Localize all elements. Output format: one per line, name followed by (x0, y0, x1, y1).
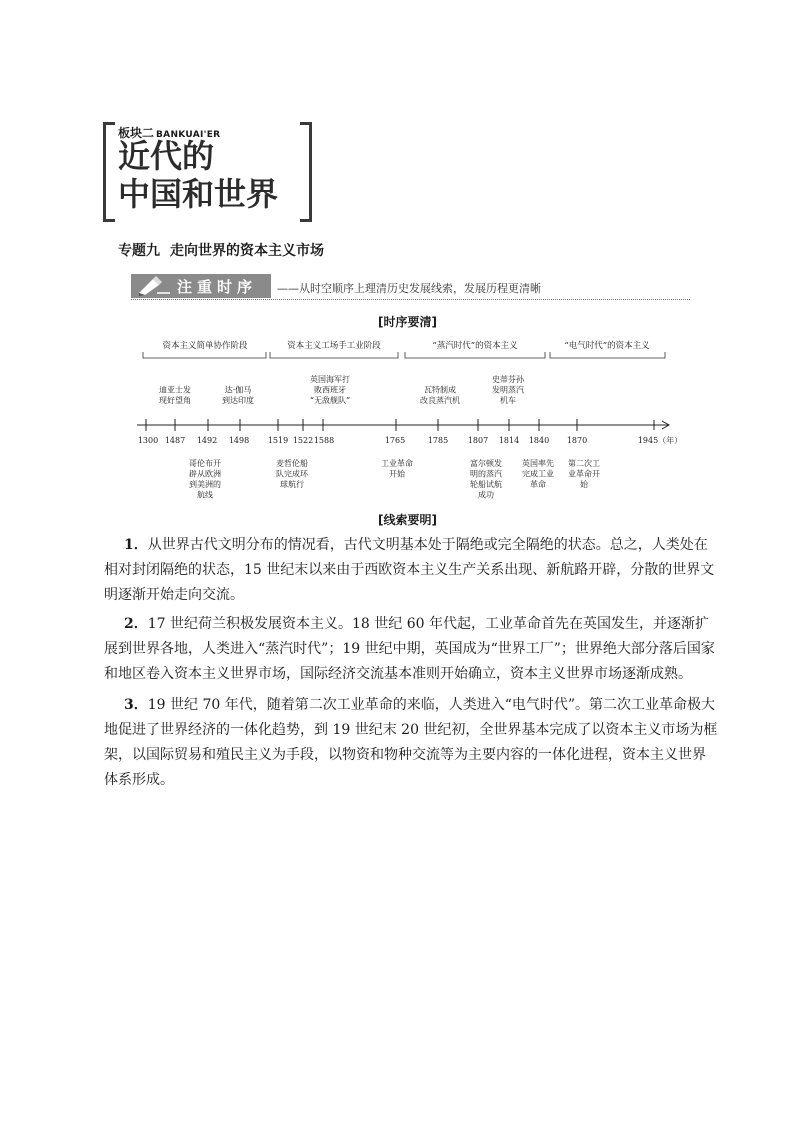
year-label: 1487 (164, 436, 186, 445)
year-label: 1870 (566, 436, 588, 445)
paragraph-3-text: 19 世纪 70 年代，随着第二次工业革命的来临，人类进入“电气时代”。第二次工业革命极大地促进了世界经济的一体化趋势，到 19 世纪末 20 世纪初，全世界基本完成了以资本主义市场为框架，以国际贸易和殖民主义为手段，以物资和物种交流等为主要内容的一体化进程，资本主义世界体系形成。 (104, 697, 718, 788)
event-below-line: 开始 (389, 469, 405, 479)
event-above-line: 英国海军打 (310, 375, 350, 384)
paragraph-1-text: 从世界古代文明分布的情况看，古代文明基本处于隔绝或完全隔绝的状态。总之，人类处在相对封闭隔绝的状态，15 世纪末以来由于西欧资本主义生产关系出现、新航路开辟，分散的世界文明逐渐开始走向交流。 (104, 537, 715, 603)
event-below-line: 工业革命 (381, 459, 413, 468)
year-label: 1840 (528, 436, 550, 445)
stage-label: 资本主义工场手工业阶段 (287, 341, 381, 351)
event-below-line: 轮船试航 (470, 480, 502, 489)
paragraph-1 (104, 533, 718, 608)
event-below-line: 第二次工 (568, 459, 600, 468)
paragraph-2-number: 2． (124, 616, 148, 632)
emphasis-label: 注重时序 (177, 278, 258, 296)
stage-bracket-3 (405, 352, 545, 358)
event-above-line: 瓦特制成 (424, 385, 456, 395)
event-below-line: 明的蒸汽 (470, 469, 502, 479)
stage-bracket-2 (270, 352, 398, 358)
year-label: 1765 (384, 436, 406, 445)
banner-kicker-en: BANKUAI'ER (156, 130, 221, 140)
event-below-line: 球航行 (280, 480, 304, 489)
event-above-line: 现好望角 (159, 396, 191, 405)
event-above-line: 到达印度 (222, 396, 254, 405)
year-label: 1945（年） (637, 436, 683, 445)
stage-bracket-1 (143, 352, 266, 358)
paragraph-2 (104, 612, 718, 687)
banner-title-line2: 中国和世界 (118, 175, 279, 213)
event-above-line: “无敌舰队” (309, 396, 351, 405)
banner-title-line1: 近代的 (118, 137, 215, 175)
paragraph-3 (104, 693, 718, 793)
event-below-line: 辟从欧洲 (189, 469, 221, 479)
event-below-line: 革命 (530, 480, 546, 489)
topic-name: 走向世界的资本主义市场 (170, 243, 324, 259)
year-label: 1519 (267, 436, 289, 445)
clue-heading: [线索要明] (378, 513, 437, 527)
year-label: 1492 (196, 436, 218, 445)
paragraph-1-number: 1． (124, 537, 148, 553)
event-below-line: 队完成环 (276, 469, 308, 479)
event-below-line: 成功 (478, 490, 494, 500)
topic-number: 专题九 (118, 243, 160, 259)
event-above-line: 发明蒸汽 (492, 385, 524, 395)
timeline-heading: [时序要清] (378, 315, 437, 329)
event-below-line: 航线 (197, 490, 213, 500)
event-below-line: 完成工业 (522, 469, 554, 479)
event-below-line: 麦哲伦船 (276, 459, 308, 468)
year-label: 1785 (427, 436, 449, 445)
paragraph-3-number: 3． (124, 697, 148, 713)
year-label: 1807 (467, 436, 489, 445)
event-above-line: 败西班牙 (314, 385, 346, 395)
stage-brackets (143, 352, 665, 358)
stage-label: 资本主义简单协作阶段 (162, 341, 248, 351)
event-above-line: 达·伽马 (224, 385, 252, 395)
year-label: 1300 (137, 436, 159, 445)
event-above-line: 机车 (500, 396, 516, 405)
year-label: 1588 (313, 436, 335, 445)
emphasis-description: ——从时空顺序上理清历史发展线索，发展历程更清晰 (277, 282, 541, 295)
event-below-line: 富尔顿发 (470, 459, 502, 468)
event-below-line: 始 (580, 480, 588, 489)
event-below-line: 哥伦布开 (189, 459, 221, 468)
event-above-line: 史蒂芬孙 (492, 375, 524, 384)
stage-bracket-4 (550, 352, 665, 358)
stage-label: “电气时代”的资本主义 (564, 341, 650, 351)
event-below-line: 英国率先 (522, 459, 554, 468)
paragraph-2-text: 17 世纪荷兰积极发展资本主义。18 世纪 60 年代起，工业革命首先在英国发生，并逐渐扩展到世界各地，人类进入“蒸汽时代”；19 世纪中期，英国成为“世界工厂”；世界绝大部分落后国家和地区卷入资本主义世界市场，国际经济交流基本准则开始确立，资本主义世界市场逐渐成熟。 (104, 616, 715, 682)
event-below-line: 到美洲的 (189, 480, 221, 489)
stage-label: “蒸汽时代”的资本主义 (432, 341, 518, 351)
event-above-line: 迪亚士发 (159, 385, 191, 395)
banner-kicker-cn: 板块二 (118, 126, 155, 140)
year-label: 1814 (498, 436, 520, 445)
event-above-line: 改良蒸汽机 (420, 396, 460, 405)
event-below-line: 业革命开 (568, 469, 600, 479)
year-label: 1522 (292, 436, 314, 445)
year-label: 1498 (228, 436, 250, 445)
